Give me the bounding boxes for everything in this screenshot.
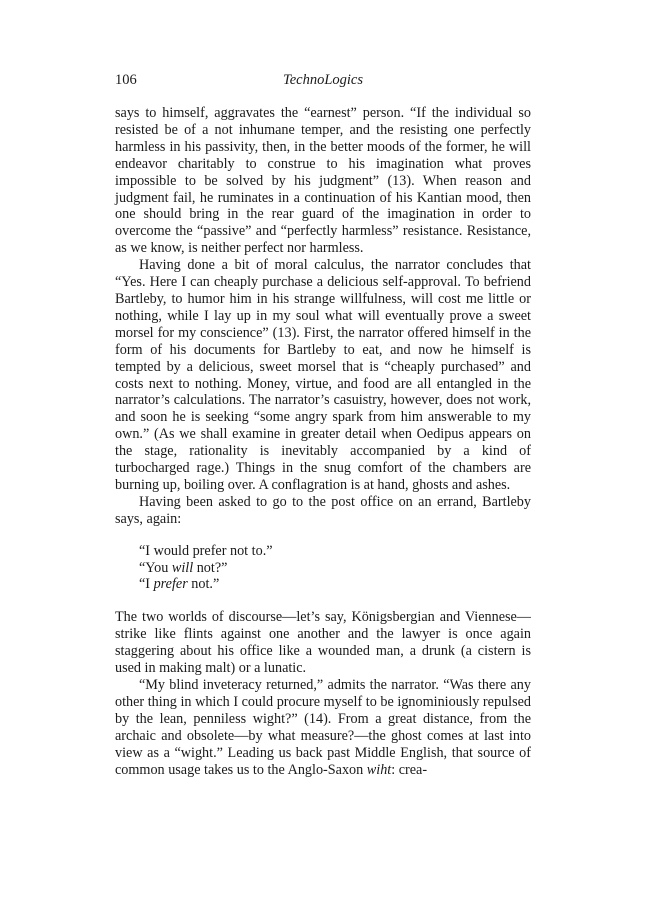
dialogue-text: “I <box>139 576 154 593</box>
book-page <box>115 72 531 778</box>
body-text <box>115 105 531 778</box>
paragraph-blind-inveteracy <box>115 677 531 778</box>
emphasis: will <box>171 559 194 576</box>
dialogue-text: not?” <box>193 559 228 576</box>
emphasis: prefer <box>153 576 188 593</box>
dialogue-line: “I would prefer not to.” <box>139 542 273 559</box>
dialogue-text: “You <box>139 559 172 576</box>
paragraph-text: : crea- <box>391 761 428 778</box>
running-title: TechnoLogics <box>282 72 364 88</box>
dialogue-line <box>139 560 531 577</box>
emphasis: wiht <box>366 761 392 778</box>
dialogue-block <box>139 543 531 594</box>
paragraph-post-office: Having been asked to go to the post office on an errand, Bartleby says, again: <box>115 493 531 527</box>
dialogue-line <box>139 576 531 593</box>
page-number: 106 <box>115 72 137 88</box>
running-head <box>115 72 531 96</box>
paragraph-text: “My blind inveteracy returned,” admits the narrator. “Was there any other thing in which I could procure myself to be ignominiously repulsed by the lean, penniless wight?” (14). From a great distance, from the archaic and obsolete—by what measure?—the ghost comes at last into view as a “wight.” Leading us back past Middle English, that source of common usage takes us to the Anglo-Saxon <box>115 677 531 778</box>
dialogue-text: not.” <box>187 576 220 593</box>
paragraph-continued: says to himself, aggravates the “earnest” person. “If the individual so resisted be of a not inhumane temper, and the resisting one perfectly harmless in his passivity, then, in the better moods of the former, he will endeavor charitably to construe to his imagination what proves impossible to be solved by his judgment” (13). When reason and judgment fail, he ruminates in a continuation of his Kantian mood, then one should bring in the rear guard of the imagination in order to overcome the “passive” and “perfectly harmless” resistance. Resistance, as we know, is neither perfect nor harmless. <box>115 105 531 257</box>
paragraph-two-worlds: The two worlds of discourse—let’s say, Königsbergian and Viennese—strike like flints against one another and the lawyer is once again staggering about his office like a wounded man, a drunk (a cistern is used in making malt) or a lunatic. <box>115 609 531 677</box>
paragraph-moral-calculus: Having done a bit of moral calculus, the narrator concludes that “Yes. Here I can cheaply purchase a delicious self-approval. To befriend Bartleby, to humor him in his strange willfulness, will cost me little or nothing, while I lay up in my soul what will eventually prove a sweet morsel for my conscience” (13). First, the narrator offered himself in the form of his documents for Bartleby to eat, and now he himself is tempted by a delicious, sweet morsel that is “cheaply purchased” and costs next to nothing. Money, virtue, and food are all entangled in the narrator’s calculations. The narrator’s casuistry, however, does not work, and soon he is seeking “some angry spark from him answerable to my own.” (As we shall examine in greater detail when Oedipus appears on the stage, rationality is inevitably accompanied by a kind of turbocharged rage.) Things in the snug comfort of the chambers are burning up, boiling over. A conflagration is at hand, ghosts and ashes. <box>115 257 531 493</box>
